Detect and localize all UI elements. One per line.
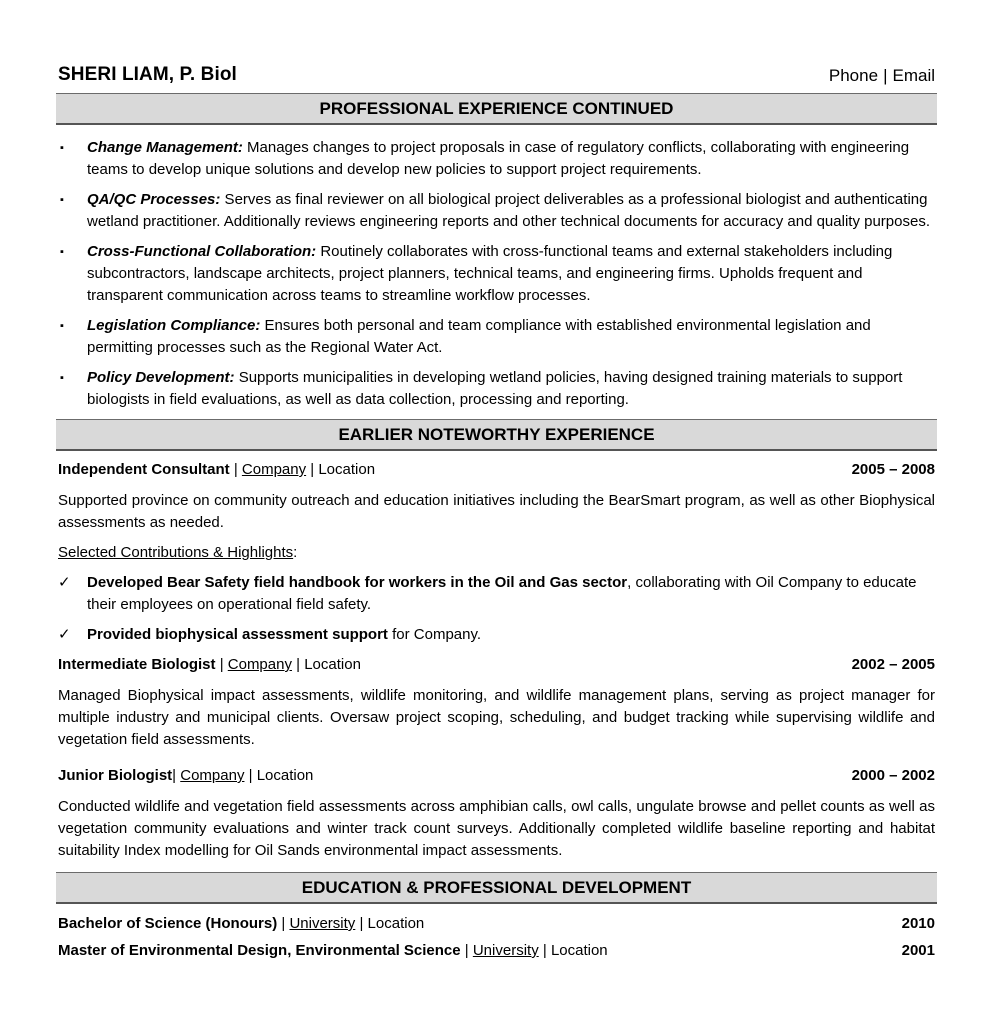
contact-separator: |: [883, 66, 888, 85]
highlights-list: [58, 572, 935, 646]
job-heading: Independent Consultant | Company | Location 2005 – 2008: [58, 459, 935, 481]
job-summary: Conducted wildlife and vegetation field assessments across amphibian calls, owl calls, ungulate browse and pellet counts as well as vegetation community evaluations and winter track count surveys. Additionally completed wildlife baseline reporting and habitat suitability Index modelling for Oil Sands environmental impact assessments.: [58, 798, 935, 859]
education-location: Location: [367, 915, 425, 932]
job-location: Location: [318, 461, 376, 478]
job-heading: Junior Biologist| Company | Location 2000 – 2002: [58, 765, 935, 787]
job-dates: 2002 – 2005: [851, 656, 935, 673]
institution-name: University: [289, 915, 356, 932]
list-item: ✓ Provided biophysical assessment support for Company.: [58, 624, 935, 646]
list-item: ▪ Cross-Functional Collaboration: Routinely collaborates with cross-functional teams and external stakeholders including subcontractors, landscape architects, project planners, technical teams, and engineering firms. Upholds frequent and transparent communication across teams to streamline workflow processes.: [60, 243, 893, 304]
job-location: Location: [304, 656, 361, 673]
degree-name: Bachelor of Science (Honours): [58, 915, 278, 932]
list-item: ▪ Change Management: Manages changes to project proposals in case of regulatory conflicts, collaborating with engineering teams to develop unique solutions and develop new policies to support project requirements.: [60, 139, 910, 178]
square-bullet-icon: ▪: [60, 142, 64, 154]
checkmark-icon: ✓: [58, 626, 71, 643]
education-year: 2010: [901, 915, 935, 932]
square-bullet-icon: ▪: [60, 372, 64, 384]
section-header-education: EDUCATION & PROFESSIONAL DEVELOPMENT: [56, 872, 937, 904]
responsibilities-list: [58, 137, 935, 411]
job-dates: 2005 – 2008: [851, 461, 935, 478]
job-title: Junior Biologist: [58, 767, 173, 784]
contact-info: [829, 66, 935, 86]
section-header-earlier-experience: EARLIER NOTEWORTHY EXPERIENCE: [56, 419, 937, 451]
email-text: Email: [892, 66, 935, 85]
job-location: Location: [256, 767, 314, 784]
education-year: 2001: [901, 942, 935, 959]
job-title: Independent Consultant: [58, 461, 230, 478]
square-bullet-icon: ▪: [60, 246, 64, 258]
job-dates: 2000 – 2002: [851, 767, 935, 784]
header-row: [58, 58, 935, 86]
list-item: ▪ Legislation Compliance: Ensures both personal and team compliance with established environmental legislation and permitting processes such as the Regional Water Act.: [60, 317, 871, 356]
degree-name: Master of Environmental Design, Environmental Science: [58, 942, 461, 959]
job-summary: Supported province on community outreach and education initiatives including the BearSmart program, as well as other Biophysical assessments as needed.: [58, 492, 935, 531]
education-entry: Bachelor of Science (Honours) | University | Location 2010: [58, 913, 935, 935]
company-name: Company: [241, 461, 307, 478]
job-heading: Intermediate Biologist | Company | Location 2002 – 2005: [58, 654, 935, 676]
job-title: Intermediate Biologist: [58, 656, 216, 673]
square-bullet-icon: ▪: [60, 194, 64, 206]
section-header-experience-continued: PROFESSIONAL EXPERIENCE CONTINUED: [56, 93, 937, 125]
list-item: ▪ Policy Development: Supports municipalities in developing wetland policies, having designed training materials to support biologists in field evaluations, as well as data collection, processing and reporting.: [60, 369, 903, 408]
highlights-label: Selected Contributions & Highlights:: [58, 544, 298, 561]
square-bullet-icon: ▪: [60, 320, 64, 332]
list-item: ▪ QA/QC Processes: Serves as final reviewer on all biological project deliverables as a professional biologist and authenticating wetland practitioner. Additionally reviews engineering reports and other technical documents for accuracy and quality purposes.: [60, 191, 930, 230]
institution-name: University: [472, 942, 539, 959]
resume-page: [58, 58, 935, 962]
company-name: Company: [227, 656, 292, 673]
education-entry: Master of Environmental Design, Environmental Science | University | Location 2001: [58, 940, 935, 962]
checkmark-icon: ✓: [58, 574, 71, 591]
candidate-name: SHERI LIAM, P. Biol: [58, 64, 237, 85]
list-item: ✓ Developed Bear Safety field handbook for workers in the Oil and Gas sector, collaborating with Oil Company to educate their employees on operational field safety.: [58, 574, 917, 613]
company-name: Company: [180, 767, 245, 784]
education-location: Location: [550, 942, 608, 959]
phone-text: Phone: [828, 66, 879, 85]
job-summary: Managed Biophysical impact assessments, wildlife monitoring, and wildlife management plans, serving as project manager for multiple industry and municipal clients. Oversaw project scoping, scheduling, and budget tracking while supervising wildlife and vegetation field assessments.: [58, 687, 935, 748]
